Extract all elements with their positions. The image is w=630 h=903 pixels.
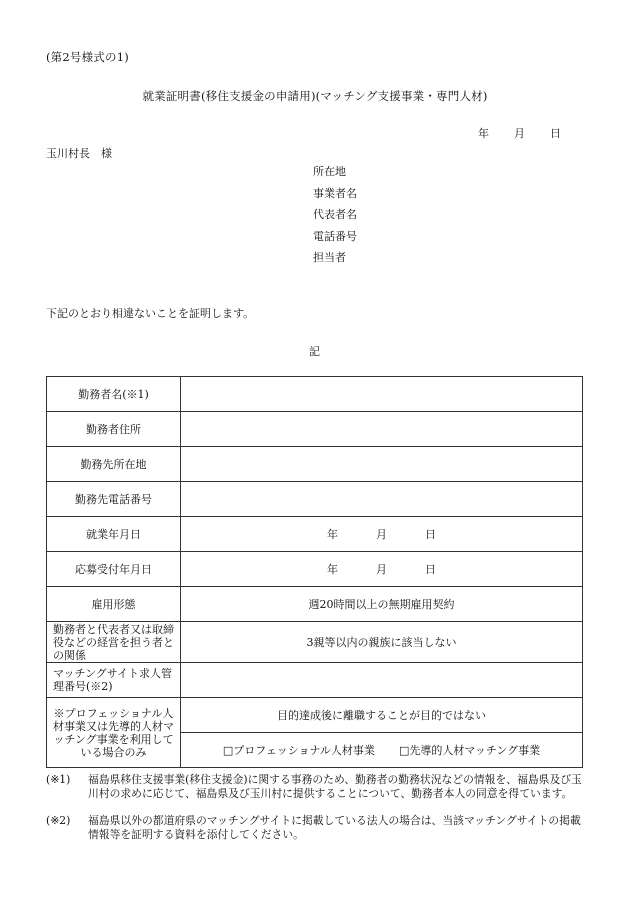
ki-heading: 記 — [309, 345, 320, 358]
program-checkboxes — [181, 733, 583, 768]
note-1-text: 福島県移住支援事業(移住支援金)に関する事務のため、勤務者の勤務状況などの情報を、福島県及び玉川村の求めに応じて、福島県及び玉川村に提供することについて、勤務者本人の同意を得ています。 — [88, 773, 582, 800]
professional-program-label: ※プロフェッショナル人材事業又は先導的人材マッチング事業を利用している場合のみ — [47, 698, 181, 768]
employment-day-label: 日 — [425, 528, 436, 541]
table-row — [47, 482, 583, 517]
table-row — [47, 412, 583, 447]
note-2-mark: (※2) — [46, 814, 71, 827]
employment-date-label: 就業年月日 — [47, 517, 181, 552]
addressee: 玉川村長 様 — [46, 147, 112, 160]
employee-address-label: 勤務者住所 — [47, 412, 181, 447]
relation-value: 3親等以内の親族に該当しない — [181, 622, 583, 663]
form-number: (第2号様式の1) — [46, 50, 129, 64]
leading-talent-checkbox[interactable]: □先導的人材マッチング事業 — [398, 744, 541, 757]
table-row — [47, 663, 583, 698]
issuer-field-address: 所在地 — [313, 165, 346, 178]
certificate-table — [46, 376, 583, 768]
date-month-label: 月 — [514, 127, 525, 140]
table-row — [47, 698, 583, 733]
issuer-field-business-name: 事業者名 — [313, 187, 357, 200]
date-year-label: 年 — [478, 127, 489, 140]
table-row — [47, 517, 583, 552]
table-row — [47, 552, 583, 587]
issuer-field-representative: 代表者名 — [313, 208, 357, 221]
relation-label: 勤務者と代表者又は取締役などの経営を担う者との関係 — [47, 622, 181, 663]
professional-program-purpose: 目的達成後に離職することが目的ではない — [181, 698, 583, 733]
document-title: 就業証明書(移住支援金の申請用)(マッチング支援事業・専門人材) — [142, 89, 488, 103]
note-2-text: 福島県以外の都道府県のマッチングサイトに掲載している法人の場合は、当該マッチングサイトの掲載情報等を証明する資料を添付してください。 — [88, 814, 581, 841]
workplace-address-field[interactable] — [181, 447, 583, 482]
matching-site-number-field[interactable] — [181, 663, 583, 698]
application-date-field[interactable] — [181, 552, 583, 587]
note-1-mark: (※1) — [46, 773, 71, 786]
employment-type-value: 週20時間以上の無期雇用契約 — [181, 587, 583, 622]
issue-date — [478, 125, 561, 141]
table-row — [47, 587, 583, 622]
issuer-field-contact-person: 担当者 — [313, 251, 346, 264]
table-row — [47, 622, 583, 663]
table-row — [47, 447, 583, 482]
application-day-label: 日 — [425, 563, 436, 576]
workplace-phone-label: 勤務先電話番号 — [47, 482, 181, 517]
employment-date-field[interactable] — [181, 517, 583, 552]
employee-name-label: 勤務者名(※1) — [47, 377, 181, 412]
matching-site-number-label: マッチングサイト求人管理番号(※2) — [47, 663, 181, 698]
application-year-label: 年 — [327, 563, 338, 576]
employment-type-label: 雇用形態 — [47, 587, 181, 622]
application-month-label: 月 — [376, 563, 387, 576]
application-date-label: 応募受付年月日 — [47, 552, 181, 587]
issuer-field-phone: 電話番号 — [313, 230, 357, 243]
note-2 — [46, 814, 586, 844]
employment-year-label: 年 — [327, 528, 338, 541]
certification-statement: 下記のとおり相違ないことを証明します。 — [46, 307, 255, 320]
workplace-address-label: 勤務先所在地 — [47, 447, 181, 482]
employment-month-label: 月 — [376, 528, 387, 541]
professional-talent-checkbox[interactable]: □プロフェッショナル人材事業 — [222, 744, 375, 757]
employee-address-field[interactable] — [181, 412, 583, 447]
date-day-label: 日 — [550, 127, 561, 140]
table-row — [47, 377, 583, 412]
workplace-phone-field[interactable] — [181, 482, 583, 517]
note-1 — [46, 773, 586, 813]
employee-name-field[interactable] — [181, 377, 583, 412]
